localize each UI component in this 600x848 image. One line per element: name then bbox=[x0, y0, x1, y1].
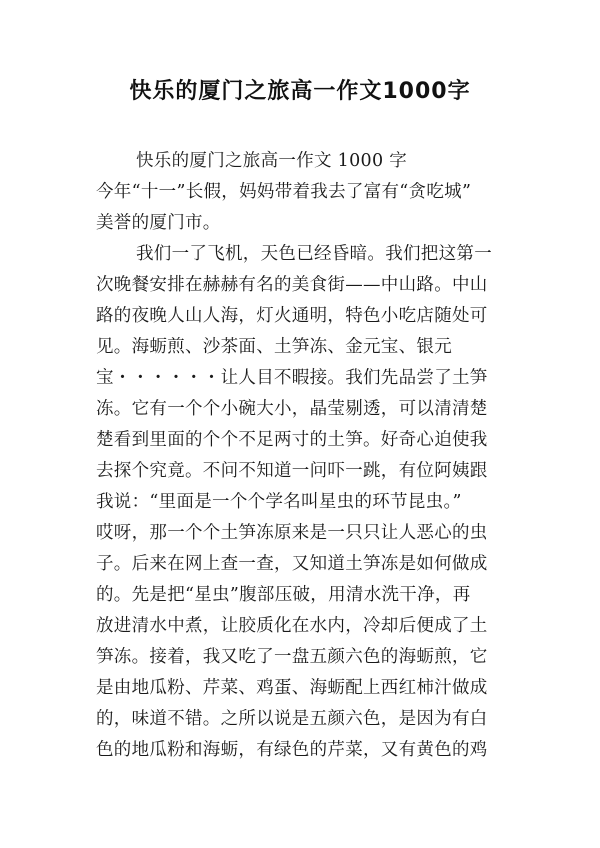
essay-line: 的。先是把“星虫”腹部压破，用清水洗干净，再 bbox=[96, 585, 471, 605]
essay-line: 去探个究竟。不问不知道一问吓一跳，有位阿姨跟 bbox=[96, 461, 488, 481]
page-title: 快乐的厦门之旅高一作文1000字 bbox=[129, 79, 471, 104]
essay-line: 笋冻。接着，我又吃了一盘五颜六色的海蛎煎，它 bbox=[96, 647, 488, 667]
essay-line: 子。后来在网上查一查，又知道土笋冻是如何做成 bbox=[96, 554, 488, 574]
essay-line: 宝・・・・・・让人目不暇接。我们先品尝了土笋 bbox=[96, 368, 488, 388]
essay-line: 快乐的厦门之旅高一作文 1000 字 bbox=[136, 151, 408, 171]
essay-line: 色的地瓜粉和海蛎，有绿色的芹菜，又有黄色的鸡 bbox=[96, 740, 488, 760]
essay-line: 我们一了飞机，天色已经昏暗。我们把这第一 bbox=[136, 244, 492, 264]
essay-line: 楚看到里面的个个不足两寸的土笋。好奇心迫使我 bbox=[96, 430, 488, 450]
essay-line: 的，味道不错。之所以说是五颜六色，是因为有白 bbox=[96, 709, 488, 729]
essay-line: 次晚餐安排在赫赫有名的美食街——中山路。中山 bbox=[96, 275, 488, 295]
essay-line: 美誉的厦门市。 bbox=[96, 213, 221, 233]
essay-line: 今年“十一”长假，妈妈带着我去了富有“贪吃城” bbox=[96, 182, 472, 202]
essay-line: 冻。它有一个个小碗大小，晶莹剔透，可以清清楚 bbox=[96, 399, 488, 419]
essay-line: 我说：“里面是一个个学名叫星虫的环节昆虫。” bbox=[96, 492, 462, 512]
essay-line: 放进清水中煮，让胶质化在水内，冷却后便成了土 bbox=[96, 616, 488, 636]
essay-body bbox=[96, 146, 510, 766]
essay-line: 路的夜晚人山人海，灯火通明，特色小吃店随处可 bbox=[96, 306, 488, 326]
essay-line: 是由地瓜粉、芹菜、鸡蛋、海蛎配上西红柿汁做成 bbox=[96, 678, 488, 698]
essay-line: 哎呀，那一个个土笋冻原来是一只只让人恶心的虫 bbox=[96, 523, 488, 543]
essay-line: 见。海蛎煎、沙茶面、土笋冻、金元宝、银元 bbox=[96, 337, 452, 357]
